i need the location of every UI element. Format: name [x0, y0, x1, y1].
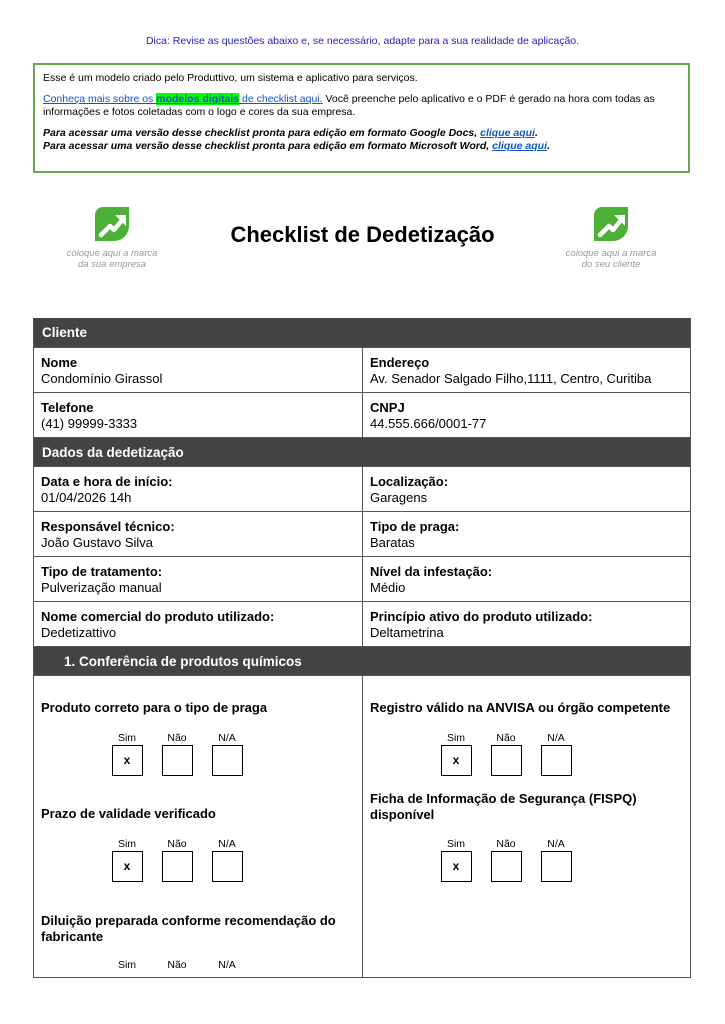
form-row — [34, 347, 690, 392]
options-fispq: Sim x Não N/A — [431, 838, 581, 882]
field-endereco[interactable]: Endereço Av. Senador Salgado Filho,1111, Centro, Curitiba — [362, 348, 690, 392]
question-diluicao: Diluição preparada conforme recomendação do fabricante — [41, 913, 336, 944]
field-nivel-infestacao[interactable]: Nível da infestação: Médio — [362, 557, 690, 601]
checkbox-nao[interactable] — [162, 851, 193, 882]
info-description: Você preenche pelo aplicativo e o PDF é gerado na hora com todas as informações e fotos coletadas com o logo e cores da sua empresa. — [43, 93, 655, 118]
checkbox-sim[interactable]: x — [112, 851, 143, 882]
checkbox-na[interactable] — [212, 851, 243, 882]
form-row — [34, 466, 690, 511]
checkbox-sim[interactable]: x — [441, 851, 472, 882]
question-registro-anvisa: Registro válido na ANVISA ou órgão competente — [370, 700, 671, 715]
models-link[interactable]: Conheça mais sobre os modelos digitais de checklist aqui. — [43, 93, 323, 105]
options-diluicao: Sim Não N/A — [117, 959, 236, 971]
checkbox-nao[interactable] — [162, 745, 193, 776]
checkbox-nao[interactable] — [491, 745, 522, 776]
checkbox-sim[interactable]: x — [112, 745, 143, 776]
checkbox-na[interactable] — [541, 745, 572, 776]
page-title: Checklist de Dedetização — [230, 222, 495, 247]
checkbox-na[interactable] — [212, 745, 243, 776]
checklist-questions — [34, 675, 690, 977]
options-prazo-validade: Sim x Não N/A — [102, 838, 252, 882]
options-registro-anvisa: Sim x Não N/A — [431, 732, 581, 776]
info-paragraph — [43, 93, 680, 119]
question-prazo-validade: Prazo de validade verificado — [41, 806, 216, 821]
checklist-form — [33, 318, 691, 978]
form-row — [34, 511, 690, 556]
section-header-cliente: Cliente — [34, 318, 690, 347]
checkbox-na[interactable] — [541, 851, 572, 882]
form-row — [34, 556, 690, 601]
question-produto-correto: Produto correto para o tipo de praga — [41, 700, 268, 715]
field-data-inicio[interactable]: Data e hora de início: 01/04/2026 14h — [41, 474, 173, 505]
section-header-dados: Dados da dedetização — [34, 437, 690, 466]
field-localizacao[interactable]: Localização: Garagens — [362, 467, 690, 511]
field-tipo-praga[interactable]: Tipo de praga: Baratas — [362, 512, 690, 556]
models-link-highlight[interactable]: modelos digitais — [156, 93, 240, 105]
info-intro: Esse é um modelo criado pelo Produttivo, um sistema e aplicativo para serviços. — [43, 72, 418, 84]
field-telefone[interactable]: Telefone (41) 99999-3333 — [41, 400, 138, 431]
word-line: Para acessar uma versão desse checklist pronta para edição em formato Microsoft Word, clique aqui. — [43, 140, 550, 152]
info-box — [33, 63, 690, 173]
client-logo-caption: coloque aqui a marca do seu cliente — [565, 248, 657, 270]
docs-link[interactable]: clique aqui — [480, 127, 535, 139]
company-logo-caption: coloque aqui a marca da sua empresa — [66, 248, 158, 270]
field-nome-produto[interactable]: Nome comercial do produto utilizado: Dedetizattivo — [41, 609, 275, 640]
field-principio-ativo[interactable]: Princípio ativo do produto utilizado: Deltametrina — [362, 602, 690, 646]
word-link[interactable]: clique aqui — [492, 140, 547, 152]
field-tipo-tratamento[interactable]: Tipo de tratamento: Pulverização manual — [41, 564, 163, 595]
form-row — [34, 601, 690, 646]
tip-text: Dica: Revise as questões abaixo e, se necessário, adapte para a sua realidade de aplicação. — [145, 35, 580, 47]
checklist-column-right — [362, 676, 690, 977]
docs-line: Para acessar uma versão desse checklist pronta para edição em formato Google Docs, clique aqui. — [43, 127, 538, 139]
field-nome[interactable]: Nome Condomínio Girassol — [41, 355, 163, 386]
field-responsavel[interactable]: Responsável técnico: João Gustavo Silva — [41, 519, 175, 550]
options-produto-correto: Sim x Não N/A — [102, 732, 252, 776]
checkbox-nao[interactable] — [491, 851, 522, 882]
section-header-conferencia: 1. Conferência de produtos químicos — [34, 646, 690, 675]
form-row — [34, 392, 690, 437]
checkbox-sim[interactable]: x — [441, 745, 472, 776]
field-cnpj[interactable]: CNPJ 44.555.666/0001-77 — [362, 393, 690, 437]
checklist-column-left — [34, 676, 362, 977]
question-fispq: Ficha de Informação de Segurança (FISPQ) disponível — [370, 791, 637, 822]
